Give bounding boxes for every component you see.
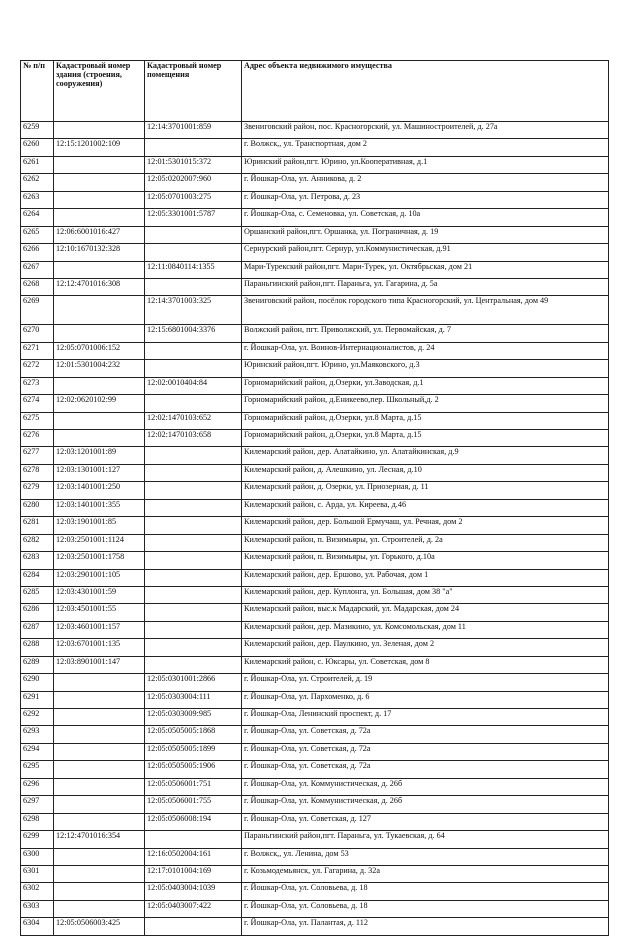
building-cadastral-cell	[54, 848, 145, 865]
address-cell: г. Йошкар-Ола, ул. Советская, д. 127	[242, 813, 609, 830]
row-number-cell: 6280	[21, 499, 54, 516]
address-cell: Горномарийский район, д.Озерки, ул.8 Марта, д.15	[242, 412, 609, 429]
table-row	[21, 674, 609, 691]
room-cadastral-cell: 12:17:0101004:169	[145, 865, 242, 882]
address-cell: Килемарский район, дер. Паулкино, ул. Зеленая, дом 2	[242, 639, 609, 656]
building-cadastral-cell: 12:03:2501001:1124	[54, 534, 145, 551]
room-cadastral-cell: 12:11:0840114:1355	[145, 261, 242, 278]
address-cell: Килемарский район, с. Арда, ул. Киреева, д.46	[242, 499, 609, 516]
table-row	[21, 156, 609, 173]
row-number-cell: 6263	[21, 191, 54, 208]
room-cadastral-cell	[145, 278, 242, 295]
building-cadastral-cell	[54, 691, 145, 708]
row-number-cell: 6270	[21, 325, 54, 342]
address-cell: г. Йошкар-Ола, ул. Палантая, д. 112	[242, 918, 609, 935]
building-cadastral-cell	[54, 430, 145, 447]
address-cell: Горномарийский район, д.Озерки, ул.8 Марта, д.15	[242, 430, 609, 447]
room-cadastral-cell: 12:14:3701003:325	[145, 296, 242, 325]
building-cadastral-cell	[54, 412, 145, 429]
row-number-cell: 6290	[21, 674, 54, 691]
room-cadastral-cell	[145, 534, 242, 551]
address-cell: Горномарийский район, д.Еникеево,пер. Школьный,д. 2	[242, 395, 609, 412]
address-cell: Оршанский район,пгт. Оршанка, ул. Пограничная, д. 19	[242, 226, 609, 243]
table-row	[21, 278, 609, 295]
building-cadastral-cell: 12:03:2901001:105	[54, 569, 145, 586]
building-cadastral-cell	[54, 883, 145, 900]
table-row	[21, 360, 609, 377]
table-row	[21, 464, 609, 481]
row-number-cell: 6294	[21, 743, 54, 760]
address-cell: г. Волжск,, ул. Ленина, дом 53	[242, 848, 609, 865]
room-cadastral-cell: 12:05:0202007:960	[145, 174, 242, 191]
building-cadastral-cell	[54, 325, 145, 342]
header-room-cadastral: Кадастровый номер помещения	[145, 61, 242, 122]
header-number: № п/п	[21, 61, 54, 122]
table-row	[21, 900, 609, 917]
building-cadastral-cell: 12:06:6001016:427	[54, 226, 145, 243]
room-cadastral-cell	[145, 552, 242, 569]
row-number-cell: 6268	[21, 278, 54, 295]
building-cadastral-cell: 12:03:1301001:127	[54, 464, 145, 481]
building-cadastral-cell	[54, 865, 145, 882]
building-cadastral-cell	[54, 174, 145, 191]
row-number-cell: 6278	[21, 464, 54, 481]
room-cadastral-cell	[145, 244, 242, 261]
table-row	[21, 226, 609, 243]
building-cadastral-cell	[54, 377, 145, 394]
address-cell: г. Йошкар-Ола, ул. Пархоменко, д. 6	[242, 691, 609, 708]
room-cadastral-cell	[145, 499, 242, 516]
address-cell: Сернурский район,пгт. Сернур, ул.Коммунистическая, д.91	[242, 244, 609, 261]
table-row	[21, 447, 609, 464]
building-cadastral-cell: 12:03:4601001:157	[54, 621, 145, 638]
table-row	[21, 778, 609, 795]
building-cadastral-cell: 12:03:1401001:355	[54, 499, 145, 516]
row-number-cell: 6276	[21, 430, 54, 447]
address-cell: Параньгинский район,пгт. Параньга, ул. Гагарина, д. 5а	[242, 278, 609, 295]
building-cadastral-cell	[54, 209, 145, 226]
building-cadastral-cell: 12:03:8901001:147	[54, 656, 145, 673]
table-row	[21, 796, 609, 813]
room-cadastral-cell: 12:05:0303009:985	[145, 709, 242, 726]
room-cadastral-cell	[145, 447, 242, 464]
building-cadastral-cell	[54, 709, 145, 726]
address-cell: Юринский район,пгт. Юрино, ул.Кооперативная, д.1	[242, 156, 609, 173]
row-number-cell: 6281	[21, 517, 54, 534]
row-number-cell: 6274	[21, 395, 54, 412]
row-number-cell: 6298	[21, 813, 54, 830]
row-number-cell: 6284	[21, 569, 54, 586]
building-cadastral-cell: 12:10:1670132:328	[54, 244, 145, 261]
table-row	[21, 534, 609, 551]
table-row	[21, 761, 609, 778]
address-cell: г. Йошкар-Ола, ул. Соловьева, д. 18	[242, 883, 609, 900]
room-cadastral-cell: 12:05:0403007:422	[145, 900, 242, 917]
room-cadastral-cell	[145, 621, 242, 638]
room-cadastral-cell: 12:05:0303004:111	[145, 691, 242, 708]
row-number-cell: 6295	[21, 761, 54, 778]
building-cadastral-cell	[54, 796, 145, 813]
row-number-cell: 6260	[21, 139, 54, 156]
row-number-cell: 6272	[21, 360, 54, 377]
row-number-cell: 6301	[21, 865, 54, 882]
address-cell: г. Йошкар-Ола, ул. Петрова, д. 23	[242, 191, 609, 208]
building-cadastral-cell: 12:03:1401001:250	[54, 482, 145, 499]
building-cadastral-cell: 12:03:1201001:89	[54, 447, 145, 464]
row-number-cell: 6261	[21, 156, 54, 173]
table-row	[21, 296, 609, 325]
room-cadastral-cell: 12:14:3701001:859	[145, 122, 242, 139]
row-number-cell: 6262	[21, 174, 54, 191]
row-number-cell: 6299	[21, 831, 54, 848]
address-cell: Килемарский район, п. Визимьяры, ул. Горького, д.10а	[242, 552, 609, 569]
row-number-cell: 6277	[21, 447, 54, 464]
cadastral-table	[20, 60, 609, 936]
table-header-row	[21, 61, 609, 122]
row-number-cell: 6286	[21, 604, 54, 621]
room-cadastral-cell: 12:05:0506001:751	[145, 778, 242, 795]
building-cadastral-cell	[54, 296, 145, 325]
building-cadastral-cell: 12:05:0506003:425	[54, 918, 145, 935]
building-cadastral-cell	[54, 743, 145, 760]
row-number-cell: 6303	[21, 900, 54, 917]
header-address: Адрес объекта недвижимого имущества	[242, 61, 609, 122]
table-row	[21, 918, 609, 935]
table-row	[21, 244, 609, 261]
table-row	[21, 261, 609, 278]
row-number-cell: 6259	[21, 122, 54, 139]
address-cell: Килемарский район, дер. Алатайкино, ул. Алатайкинская, д.9	[242, 447, 609, 464]
table-row	[21, 174, 609, 191]
building-cadastral-cell	[54, 674, 145, 691]
room-cadastral-cell	[145, 482, 242, 499]
address-cell: Звениговский район, посёлок городского типа Красногорский, ул. Центральная, дом 49	[242, 296, 609, 325]
address-cell: Звениговский район, пос. Красногорский, ул. Машиностроителей, д. 27а	[242, 122, 609, 139]
table-row	[21, 517, 609, 534]
table-row	[21, 604, 609, 621]
address-cell: г. Волжск,, ул. Транспортная, дом 2	[242, 139, 609, 156]
row-number-cell: 6287	[21, 621, 54, 638]
row-number-cell: 6269	[21, 296, 54, 325]
table-row	[21, 709, 609, 726]
row-number-cell: 6296	[21, 778, 54, 795]
building-cadastral-cell	[54, 813, 145, 830]
room-cadastral-cell	[145, 656, 242, 673]
row-number-cell: 6289	[21, 656, 54, 673]
address-cell: Килемарский район, п. Визимьяры, ул. Строителей, д. 2а	[242, 534, 609, 551]
table-row	[21, 482, 609, 499]
address-cell: г. Йошкар-Ола, ул. Советская, д. 72а	[242, 726, 609, 743]
room-cadastral-cell	[145, 139, 242, 156]
room-cadastral-cell: 12:05:0505005:1899	[145, 743, 242, 760]
address-cell: Мари-Турекский район,пгт. Мари-Турек, ул. Октябрьская, дом 21	[242, 261, 609, 278]
room-cadastral-cell: 12:02:1470103:652	[145, 412, 242, 429]
address-cell: Килемарский район, выс.к Мадарский, ул. Мадарская, дом 24	[242, 604, 609, 621]
room-cadastral-cell: 12:05:0506001:755	[145, 796, 242, 813]
room-cadastral-cell	[145, 639, 242, 656]
room-cadastral-cell: 12:05:0505005:1906	[145, 761, 242, 778]
room-cadastral-cell	[145, 831, 242, 848]
row-number-cell: 6271	[21, 342, 54, 359]
room-cadastral-cell: 12:05:0301001:2866	[145, 674, 242, 691]
row-number-cell: 6304	[21, 918, 54, 935]
row-number-cell: 6292	[21, 709, 54, 726]
table-row	[21, 569, 609, 586]
building-cadastral-cell: 12:03:1901001:85	[54, 517, 145, 534]
address-cell: Килемарский район, д. Озерки, ул. Приозерная, д. 11	[242, 482, 609, 499]
table-row	[21, 831, 609, 848]
building-cadastral-cell: 12:05:0701006:152	[54, 342, 145, 359]
row-number-cell: 6283	[21, 552, 54, 569]
room-cadastral-cell	[145, 395, 242, 412]
address-cell: Килемарский район, дер. Большой Ермучаш, ул. Речная, дом 2	[242, 517, 609, 534]
building-cadastral-cell	[54, 261, 145, 278]
room-cadastral-cell	[145, 464, 242, 481]
row-number-cell: 6285	[21, 586, 54, 603]
building-cadastral-cell: 12:03:4301001:59	[54, 586, 145, 603]
address-cell: Килемарский район, с. Юксары, ул. Советская, дом 8	[242, 656, 609, 673]
address-cell: Килемарский район, дер. Мазикино, ул. Комсомольская, дом 11	[242, 621, 609, 638]
room-cadastral-cell	[145, 360, 242, 377]
address-cell: г. Йошкар-Ола, ул. Соловьева, д. 18	[242, 900, 609, 917]
row-number-cell: 6291	[21, 691, 54, 708]
table-row	[21, 191, 609, 208]
row-number-cell: 6275	[21, 412, 54, 429]
row-number-cell: 6273	[21, 377, 54, 394]
row-number-cell: 6293	[21, 726, 54, 743]
row-number-cell: 6265	[21, 226, 54, 243]
table-row	[21, 499, 609, 516]
table-row	[21, 726, 609, 743]
row-number-cell: 6279	[21, 482, 54, 499]
address-cell: Килемарский район, дер. Ершово, ул. Рабочая, дом 1	[242, 569, 609, 586]
table-row	[21, 552, 609, 569]
table-row	[21, 209, 609, 226]
building-cadastral-cell	[54, 761, 145, 778]
address-cell: Юринский район,пгт. Юрино, ул.Маяковского, д.3	[242, 360, 609, 377]
row-number-cell: 6300	[21, 848, 54, 865]
building-cadastral-cell: 12:02:0620102:99	[54, 395, 145, 412]
room-cadastral-cell: 12:15:6801004:3376	[145, 325, 242, 342]
room-cadastral-cell: 12:05:0701003:275	[145, 191, 242, 208]
row-number-cell: 6288	[21, 639, 54, 656]
building-cadastral-cell	[54, 122, 145, 139]
address-cell: г. Йошкар-Ола, с. Семеновка, ул. Советская, д. 10а	[242, 209, 609, 226]
address-cell: г. Йошкар-Ола, ул. Коммунистическая, д. 26б	[242, 796, 609, 813]
address-cell: Волжский район, пгт. Приволжский, ул. Первомайская, д. 7	[242, 325, 609, 342]
room-cadastral-cell	[145, 569, 242, 586]
table-row	[21, 865, 609, 882]
row-number-cell: 6264	[21, 209, 54, 226]
row-number-cell: 6267	[21, 261, 54, 278]
row-number-cell: 6266	[21, 244, 54, 261]
building-cadastral-cell: 12:15:1201002:109	[54, 139, 145, 156]
table-row	[21, 586, 609, 603]
table-row	[21, 430, 609, 447]
room-cadastral-cell: 12:05:0403004:1039	[145, 883, 242, 900]
building-cadastral-cell	[54, 900, 145, 917]
room-cadastral-cell: 12:05:3301001:5787	[145, 209, 242, 226]
table-row	[21, 691, 609, 708]
table-row	[21, 377, 609, 394]
room-cadastral-cell	[145, 586, 242, 603]
room-cadastral-cell: 12:05:0505005:1868	[145, 726, 242, 743]
building-cadastral-cell	[54, 156, 145, 173]
row-number-cell: 6302	[21, 883, 54, 900]
address-cell: г. Йошкар-Ола, ул. Советская, д. 72а	[242, 743, 609, 760]
table-row	[21, 848, 609, 865]
room-cadastral-cell	[145, 604, 242, 621]
table-row	[21, 122, 609, 139]
header-building-cadastral: Кадастровый номер здания (строения, сооружения)	[54, 61, 145, 122]
table-row	[21, 639, 609, 656]
room-cadastral-cell: 12:16:0502004:161	[145, 848, 242, 865]
table-row	[21, 813, 609, 830]
building-cadastral-cell	[54, 778, 145, 795]
building-cadastral-cell: 12:03:4501001:55	[54, 604, 145, 621]
address-cell: г. Йошкар-Ола, Ленинский проспект, д. 17	[242, 709, 609, 726]
address-cell: г. Козьмодемьянск, ул. Гагарина, д. 32а	[242, 865, 609, 882]
table-row	[21, 656, 609, 673]
address-cell: Горномарийский район, д.Озерки, ул.Заводская, д.1	[242, 377, 609, 394]
table-row	[21, 139, 609, 156]
room-cadastral-cell: 12:05:0506008:194	[145, 813, 242, 830]
building-cadastral-cell: 12:12:4701016:308	[54, 278, 145, 295]
room-cadastral-cell: 12:02:0010404:84	[145, 377, 242, 394]
room-cadastral-cell	[145, 226, 242, 243]
address-cell: г. Йошкар-Ола, ул. Коммунистическая, д. 26б	[242, 778, 609, 795]
building-cadastral-cell: 12:01:5301004:232	[54, 360, 145, 377]
address-cell: Килемарский район, дер. Куплонга, ул. Большая, дом 38 "а"	[242, 586, 609, 603]
table-row	[21, 883, 609, 900]
table-row	[21, 743, 609, 760]
address-cell: г. Йошкар-Ола, ул. Воинов-Интернационалистов, д. 24	[242, 342, 609, 359]
room-cadastral-cell	[145, 342, 242, 359]
building-cadastral-cell: 12:03:6701001:135	[54, 639, 145, 656]
address-cell: г. Йошкар-Ола, ул. Советская, д. 72а	[242, 761, 609, 778]
room-cadastral-cell	[145, 517, 242, 534]
room-cadastral-cell: 12:02:1470103:658	[145, 430, 242, 447]
row-number-cell: 6282	[21, 534, 54, 551]
table-row	[21, 621, 609, 638]
address-cell: Параньгинский район,пгт. Параньга, ул. Тукаевская, д. 64	[242, 831, 609, 848]
address-cell: г. Йошкар-Ола, ул. Строителей, д. 19	[242, 674, 609, 691]
building-cadastral-cell: 12:03:2501001:1758	[54, 552, 145, 569]
table-body	[21, 122, 609, 936]
table-row	[21, 325, 609, 342]
building-cadastral-cell	[54, 191, 145, 208]
building-cadastral-cell: 12:12:4701016:354	[54, 831, 145, 848]
address-cell: г. Йошкар-Ола, ул. Анникова, д. 2	[242, 174, 609, 191]
table-row	[21, 412, 609, 429]
building-cadastral-cell	[54, 726, 145, 743]
row-number-cell: 6297	[21, 796, 54, 813]
address-cell: Килемарский район, д. Алешкино, ул. Лесная, д.10	[242, 464, 609, 481]
room-cadastral-cell	[145, 918, 242, 935]
table-row	[21, 395, 609, 412]
table-row	[21, 342, 609, 359]
room-cadastral-cell: 12:01:5301015:372	[145, 156, 242, 173]
